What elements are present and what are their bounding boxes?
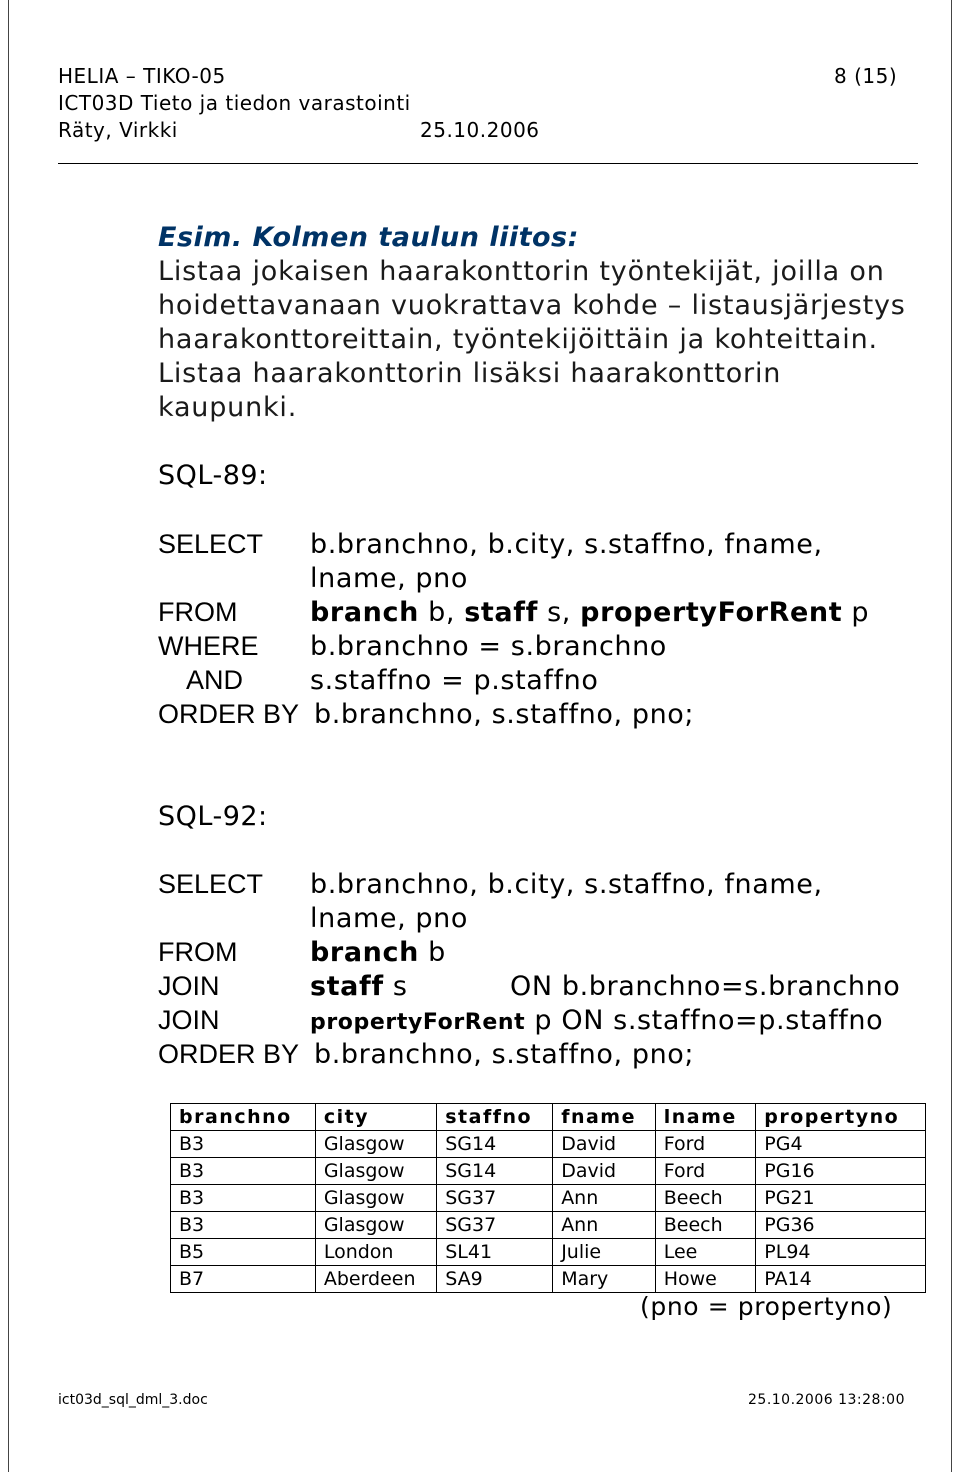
table-cell: SG37 [437, 1185, 553, 1212]
example-line: hoidettavanaan vuokrattava kohde – listausjärjestys [158, 290, 906, 321]
table-row [171, 1158, 926, 1185]
sql89-order-keyword: ORDER BY [158, 699, 300, 729]
sql92-order-keyword: ORDER BY [158, 1039, 300, 1069]
table-cell: B3 [171, 1131, 316, 1158]
table-cell: PL94 [756, 1239, 926, 1266]
table-row [171, 1239, 926, 1266]
table-cell: B3 [171, 1158, 316, 1185]
header-authors: Räty, Virkki [58, 118, 178, 142]
column-header: fname [553, 1104, 656, 1131]
sql89-label: SQL-89: [158, 460, 268, 491]
table-cell: B3 [171, 1185, 316, 1212]
column-header: staffno [437, 1104, 553, 1131]
table-cell: Lee [655, 1239, 756, 1266]
table-cell: Glasgow [315, 1131, 436, 1158]
sql92-alias-s: s [383, 971, 408, 1002]
table-cell: SL41 [437, 1239, 553, 1266]
table-cell: Howe [655, 1266, 756, 1293]
sql92-select-columns-cont: lname, pno [310, 903, 469, 934]
sql89-table-branch: branch [310, 597, 419, 628]
column-header: propertyno [756, 1104, 926, 1131]
sql92-join2-keyword: JOIN [158, 1005, 220, 1035]
sql92-join1-table [310, 971, 408, 1002]
header-date: 25.10.2006 [420, 118, 540, 142]
sql92-from-clause [310, 937, 446, 968]
example-line: Listaa haarakonttorin lisäksi haarakonttorin [158, 358, 782, 389]
sql89-table-propertyforrent: propertyForRent [580, 597, 843, 628]
sql92-order-columns: b.branchno, s.staffno, pno; [314, 1039, 695, 1070]
table-cell: Glasgow [315, 1185, 436, 1212]
table-cell: SG14 [437, 1131, 553, 1158]
column-header: city [315, 1104, 436, 1131]
sql89-and-keyword: AND [186, 665, 244, 695]
example-line: haarakonttoreittain, työntekijöittäin ja kohteittain. [158, 324, 878, 355]
table-row [171, 1266, 926, 1293]
table-cell: Glasgow [315, 1212, 436, 1239]
table-cell: Ford [655, 1131, 756, 1158]
table-cell: Beech [655, 1185, 756, 1212]
sql92-join1-keyword: JOIN [158, 971, 220, 1001]
sql89-alias-p: p [842, 597, 870, 628]
table-cell: PG16 [756, 1158, 926, 1185]
sql89-from-clause [310, 597, 869, 628]
header-course: ICT03D Tieto ja tiedon varastointi [58, 91, 411, 115]
sql89-select-columns: b.branchno, b.city, s.staffno, fname, [310, 529, 823, 560]
sql89-and-condition: s.staffno = p.staffno [310, 665, 599, 696]
table-cell: Ford [655, 1158, 756, 1185]
header-page-number: 8 (15) [834, 64, 898, 88]
sql92-join2-clause [310, 1005, 883, 1036]
sql92-table-branch: branch [310, 937, 419, 968]
result-header-row [171, 1104, 926, 1131]
table-cell: SG14 [437, 1158, 553, 1185]
table-cell: B7 [171, 1266, 316, 1293]
header-org: HELIA – TIKO-05 [58, 64, 226, 88]
sql92-label: SQL-92: [158, 801, 268, 832]
sql89-select-keyword: SELECT [158, 529, 264, 559]
sql92-select-keyword: SELECT [158, 869, 264, 899]
table-cell: Julie [553, 1239, 656, 1266]
table-cell: Aberdeen [315, 1266, 436, 1293]
example-line: kaupunki. [158, 392, 298, 423]
table-cell: SG37 [437, 1212, 553, 1239]
example-title: Esim. Kolmen taulun liitos: [158, 222, 579, 253]
sql89-order-columns: b.branchno, s.staffno, pno; [314, 699, 695, 730]
sql89-from-keyword: FROM [158, 597, 238, 627]
table-cell: David [553, 1131, 656, 1158]
sql92-join1-condition: ON b.branchno=s.branchno [510, 971, 901, 1002]
table-cell: SA9 [437, 1266, 553, 1293]
table-cell: Mary [553, 1266, 656, 1293]
example-line: Listaa jokaisen haarakonttorin työntekijät, joilla on [158, 256, 885, 287]
footer-timestamp: 25.10.2006 13:28:00 [748, 1392, 905, 1408]
sql89-table-staff: staff [464, 597, 538, 628]
column-header: branchno [171, 1104, 316, 1131]
table-cell: David [553, 1158, 656, 1185]
table-cell: B3 [171, 1212, 316, 1239]
table-cell: London [315, 1239, 436, 1266]
table-cell: Ann [553, 1185, 656, 1212]
table-cell: Glasgow [315, 1158, 436, 1185]
sql89-select-columns-cont: lname, pno [310, 563, 469, 594]
sql89-alias-s: s, [537, 597, 581, 628]
header-divider [58, 163, 918, 164]
sql92-from-keyword: FROM [158, 937, 238, 967]
column-header: lname [655, 1104, 756, 1131]
table-cell: Ann [553, 1212, 656, 1239]
sql92-alias-b: b [418, 937, 446, 968]
table-cell: B5 [171, 1239, 316, 1266]
table-cell: Beech [655, 1212, 756, 1239]
sql89-where-keyword: WHERE [158, 631, 259, 661]
table-row [171, 1185, 926, 1212]
table-cell: PA14 [756, 1266, 926, 1293]
table-row [171, 1131, 926, 1158]
sql92-select-columns: b.branchno, b.city, s.staffno, fname, [310, 869, 823, 900]
sql92-join2-condition: p ON s.staffno=p.staffno [525, 1005, 884, 1036]
sql92-table-propertyforrent: propertyForRent [310, 1010, 526, 1035]
sql89-alias-b: b, [418, 597, 465, 628]
pno-note: (pno = propertyno) [640, 1292, 893, 1321]
sql89-where-condition: b.branchno = s.branchno [310, 631, 667, 662]
result-table [170, 1103, 926, 1293]
table-row [171, 1212, 926, 1239]
table-cell: PG4 [756, 1131, 926, 1158]
sql92-table-staff: staff [310, 971, 384, 1002]
footer-filename: ict03d_sql_dml_3.doc [58, 1392, 208, 1408]
table-cell: PG21 [756, 1185, 926, 1212]
table-cell: PG36 [756, 1212, 926, 1239]
